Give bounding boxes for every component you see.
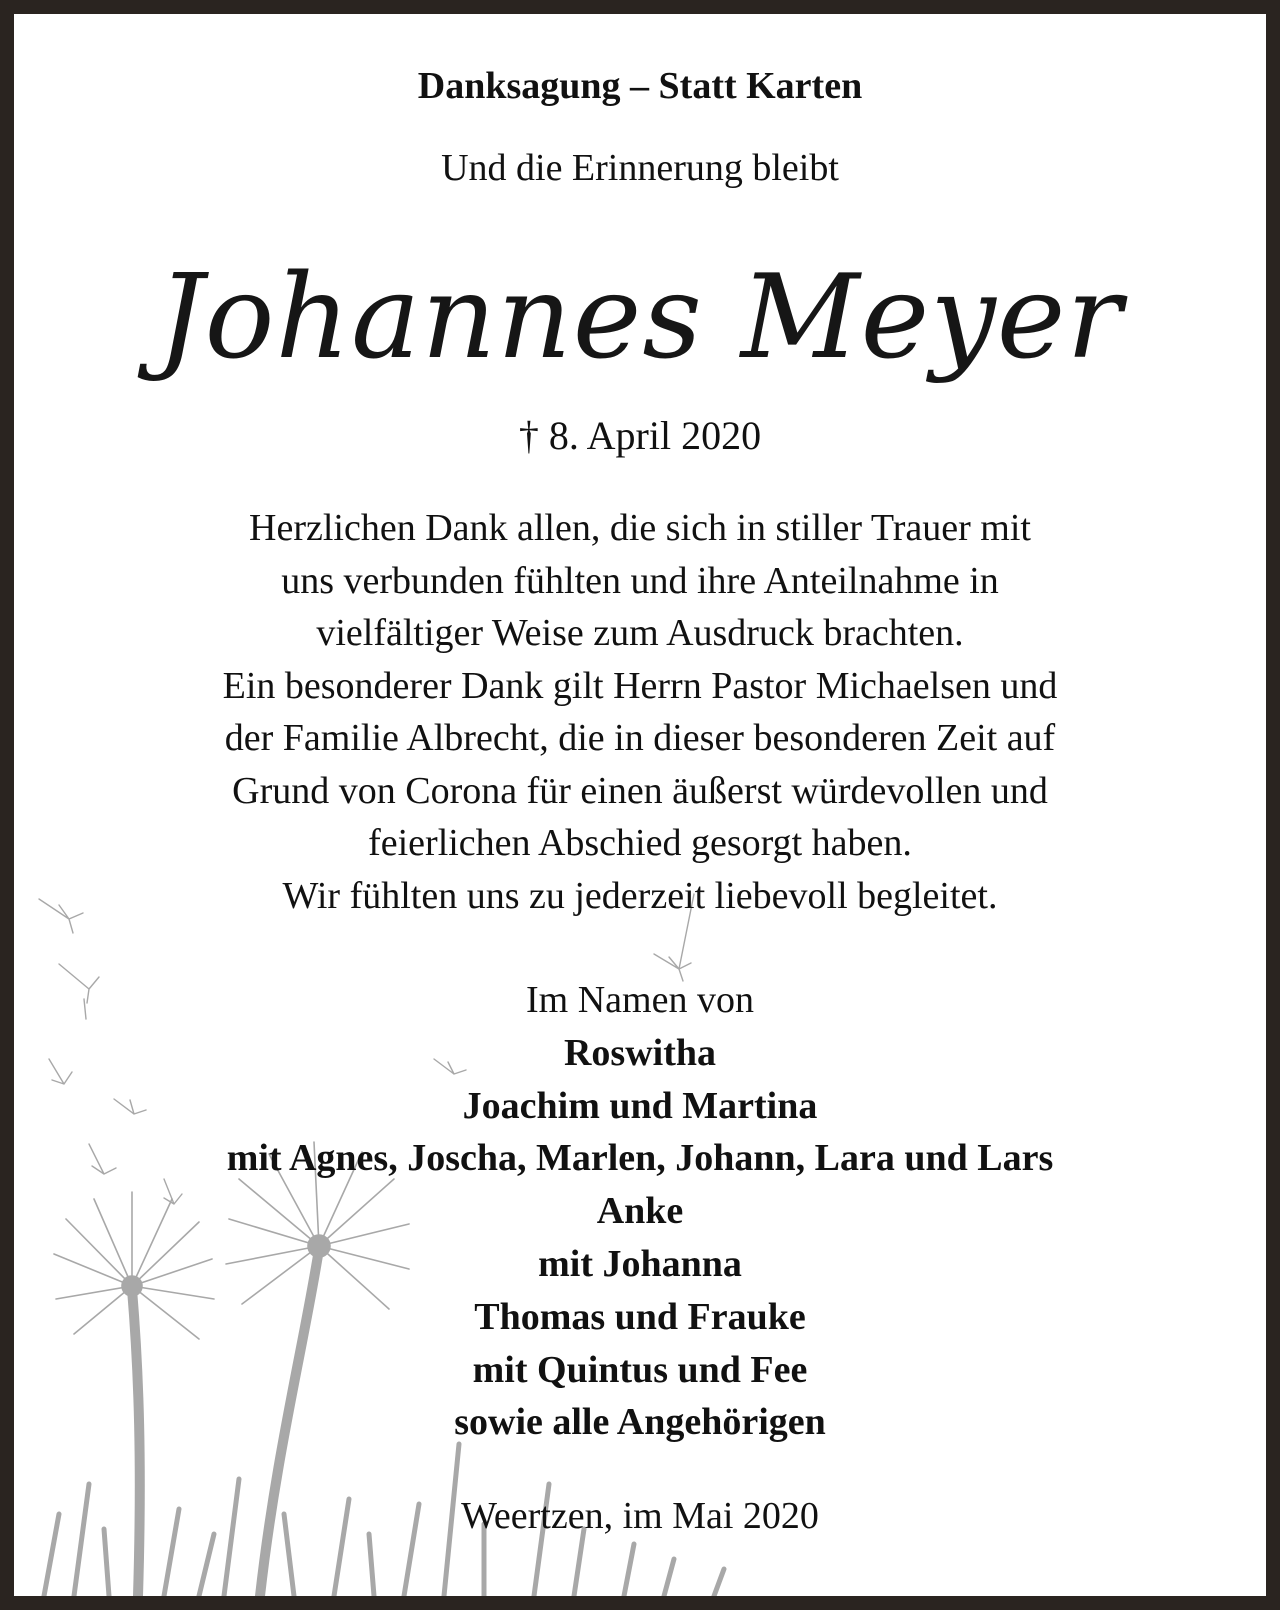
message-line: Ein besonderer Dank gilt Herrn Pastor Michaelsen und bbox=[222, 664, 1058, 707]
family-line: mit Johanna bbox=[538, 1242, 742, 1285]
notice-heading: Danksagung – Statt Karten bbox=[417, 65, 863, 107]
notice-subheading: Und die Erinnerung bleibt bbox=[441, 147, 839, 189]
family-line: mit Agnes, Joscha, Marlen, Johann, Lara und Lars bbox=[226, 1137, 1054, 1180]
message-line: Grund von Corona für einen äußerst würdevollen und bbox=[232, 769, 1048, 812]
family-line: Anke bbox=[596, 1190, 684, 1233]
family-line: mit Quintus und Fee bbox=[472, 1348, 808, 1391]
message-line: Herzlichen Dank allen, die sich in stiller Trauer mit bbox=[249, 507, 1031, 549]
death-date: † 8. April 2020 bbox=[518, 413, 762, 458]
thank-you-message bbox=[14, 502, 1266, 922]
deceased-name: Johannes Meyer bbox=[157, 250, 1123, 385]
message-line: feierlichen Abschied gesorgt haben. bbox=[368, 822, 912, 864]
family-line: Thomas und Frauke bbox=[474, 1295, 806, 1338]
family-line: sowie alle Angehörigen bbox=[454, 1401, 826, 1444]
message-line: Wir fühlten uns zu jederzeit liebevoll begleitet. bbox=[282, 874, 998, 917]
message-line: der Familie Albrecht, die in dieser besonderen Zeit auf bbox=[224, 717, 1056, 759]
names-intro: Im Namen von bbox=[526, 979, 754, 1021]
family-line: Roswitha bbox=[563, 1031, 717, 1074]
family-names bbox=[14, 974, 1266, 1449]
family-line: Joachim und Martina bbox=[462, 1084, 818, 1127]
message-line: uns verbunden fühlten und ihre Anteilnahme in bbox=[281, 559, 999, 602]
place-date: Weertzen, im Mai 2020 bbox=[461, 1495, 819, 1537]
message-line: vielfältiger Weise zum Ausdruck brachten. bbox=[316, 612, 964, 654]
